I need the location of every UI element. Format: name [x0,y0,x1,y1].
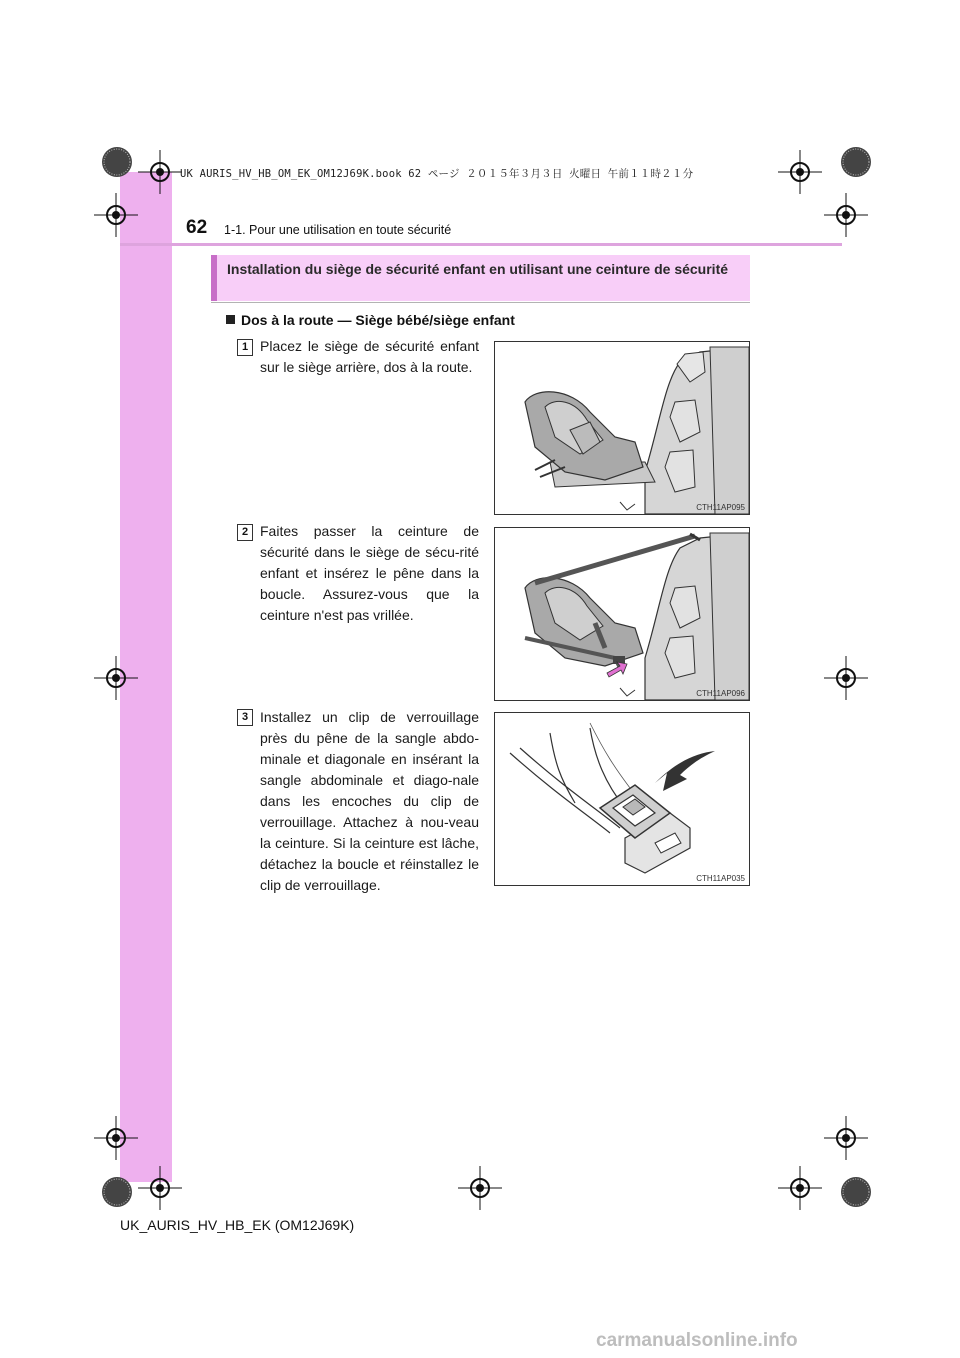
subsection-heading-text: Dos à la route — Siège bébé/siège enfant [241,312,515,328]
step-number-3: 3 [237,709,253,726]
figure-child-seat-placed [494,341,750,515]
chapter-title: 1-1. Pour une utilisation en toute sécurité [224,223,452,237]
registration-mark-icon [94,1116,138,1160]
page-number: 62 [186,217,208,238]
registration-mark-icon [458,1166,502,1210]
footer-document-code: UK_AURIS_HV_HB_EK (OM12J69K) [120,1217,355,1233]
figure-locking-clip [494,712,750,886]
subsection-heading [226,312,515,328]
registration-mark-icon [834,1170,878,1214]
registration-mark-icon [824,1116,868,1160]
section-divider [211,302,750,303]
registration-mark-icon [138,1166,182,1210]
registration-mark-icon [95,140,139,184]
step-1-text: Placez le siège de sécurité enfant sur le siège arrière, dos à la route. [260,338,479,375]
registration-mark-icon [824,656,868,700]
book-stamp: UK AURIS_HV_HB_OM_EK_OM12J69K.book 62 ページ ２０１５年３月３日 火曜日 午前１１時２１分 [180,168,694,180]
figure-code: CTH11AP095 [696,503,745,512]
section-heading-text: Installation du siège de sécurité enfant en utilisant une ceinture de sécurité [227,261,729,277]
registration-mark-icon [94,193,138,237]
figure-code: CTH11AP035 [696,874,745,883]
figure-belt-routing [494,527,750,701]
registration-mark-icon [778,1166,822,1210]
registration-mark-icon [138,150,182,194]
step-number-1: 1 [237,339,253,356]
header-rule [120,243,842,246]
registration-mark-icon [834,140,878,184]
registration-mark-icon [95,1170,139,1214]
registration-mark-icon [778,150,822,194]
step-2-text: Faites passer la ceinture de sécurité dans le siège de sécu-rité enfant et insérez le pêne dans la boucle. Assurez-vous que la ceinture n'est pas vrillée. [260,523,479,623]
figure-code: CTH11AP096 [696,689,745,698]
watermark: carmanualsonline.info [596,1330,798,1351]
registration-mark-icon [824,193,868,237]
step-3-text: Installez un clip de verrouillage près du pêne de la sangle abdo-minale et diagonale en insérant la sangle abdominale et diago-nale dans les encoches du clip de verrouillage. Attachez à nou-veau la ceinture. Si la ceinture est lâche, détachez la boucle et réinstallez le clip de verrouillage. [260,709,479,893]
registration-mark-icon [94,656,138,700]
square-bullet-icon [226,315,235,324]
section-heading [211,255,750,301]
step-number-2: 2 [237,524,253,541]
